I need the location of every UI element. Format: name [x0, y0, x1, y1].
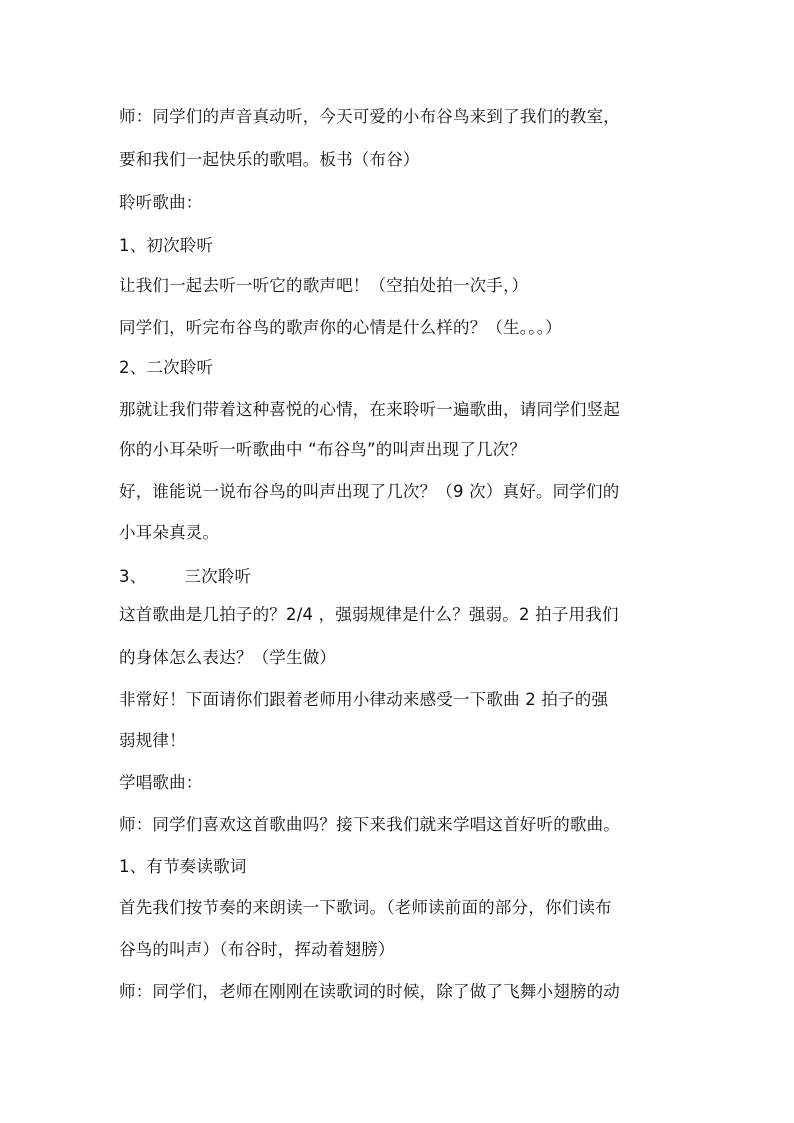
step-number: 3、: [119, 567, 147, 586]
body-text-line: 你的小耳朵听一听歌曲中 “布谷鸟”的叫声出现了几次？: [119, 440, 527, 459]
body-text-line: 小耳朵真灵。: [119, 523, 220, 542]
body-text-line: 同学们，听完布谷鸟的歌声你的心情是什么样的？（生。。。）: [119, 318, 562, 337]
step-heading: 1、初次聆听: [119, 236, 214, 255]
body-text-line: 好，谁能说一说布谷鸟的叫声出现了几次？（9 次）真好。同学们的: [119, 482, 620, 501]
body-text-line: 让我们一起去听一听它的歌声吧！（空拍处拍一次手，）: [119, 276, 529, 295]
body-text-line: 非常好！下面请你们跟着老师用小律动来感受一下歌曲 2 拍子的强: [119, 690, 609, 709]
step-heading: 2、二次聆听: [119, 358, 214, 377]
body-text-line: 弱规律！: [119, 731, 186, 750]
step-title: 三次聆听: [184, 567, 252, 586]
section-heading: 学唱歌曲：: [119, 773, 203, 792]
body-text-line: 师：同学们喜欢这首歌曲吗？接下来我们就来学唱这首好听的歌曲。: [119, 815, 620, 834]
body-text-line: 这首歌曲是几拍子的？2/4 ，强弱规律是什么？强弱。2 拍子用我们: [119, 605, 619, 624]
body-text-line: 师：同学们的声音真动听，今天可爱的小布谷鸟来到了我们的教室，: [119, 107, 620, 126]
body-text-line: 首先我们按节奏的来朗读一下歌词。（老师读前面的部分，你们读布: [119, 898, 612, 917]
body-text-line: 要和我们一起快乐的歌唱。板书（布谷）: [119, 150, 420, 169]
section-heading: 聆听歌曲：: [119, 193, 203, 212]
body-text-line: 的身体怎么表达？（学生做）: [119, 648, 337, 667]
body-text-line: 谷鸟的叫声）（布谷时，挥动着翅膀）: [119, 940, 395, 959]
body-text-line: 那就让我们带着这种喜悦的心情，在来聆听一遍歌曲，请同学们竖起: [119, 400, 620, 419]
step-heading: 1、有节奏读歌词: [119, 857, 247, 876]
step-heading: [119, 566, 679, 588]
body-text-line: 师：同学们，老师在刚刚在读歌词的时候，除了做了飞舞小翅膀的动: [119, 982, 620, 1001]
